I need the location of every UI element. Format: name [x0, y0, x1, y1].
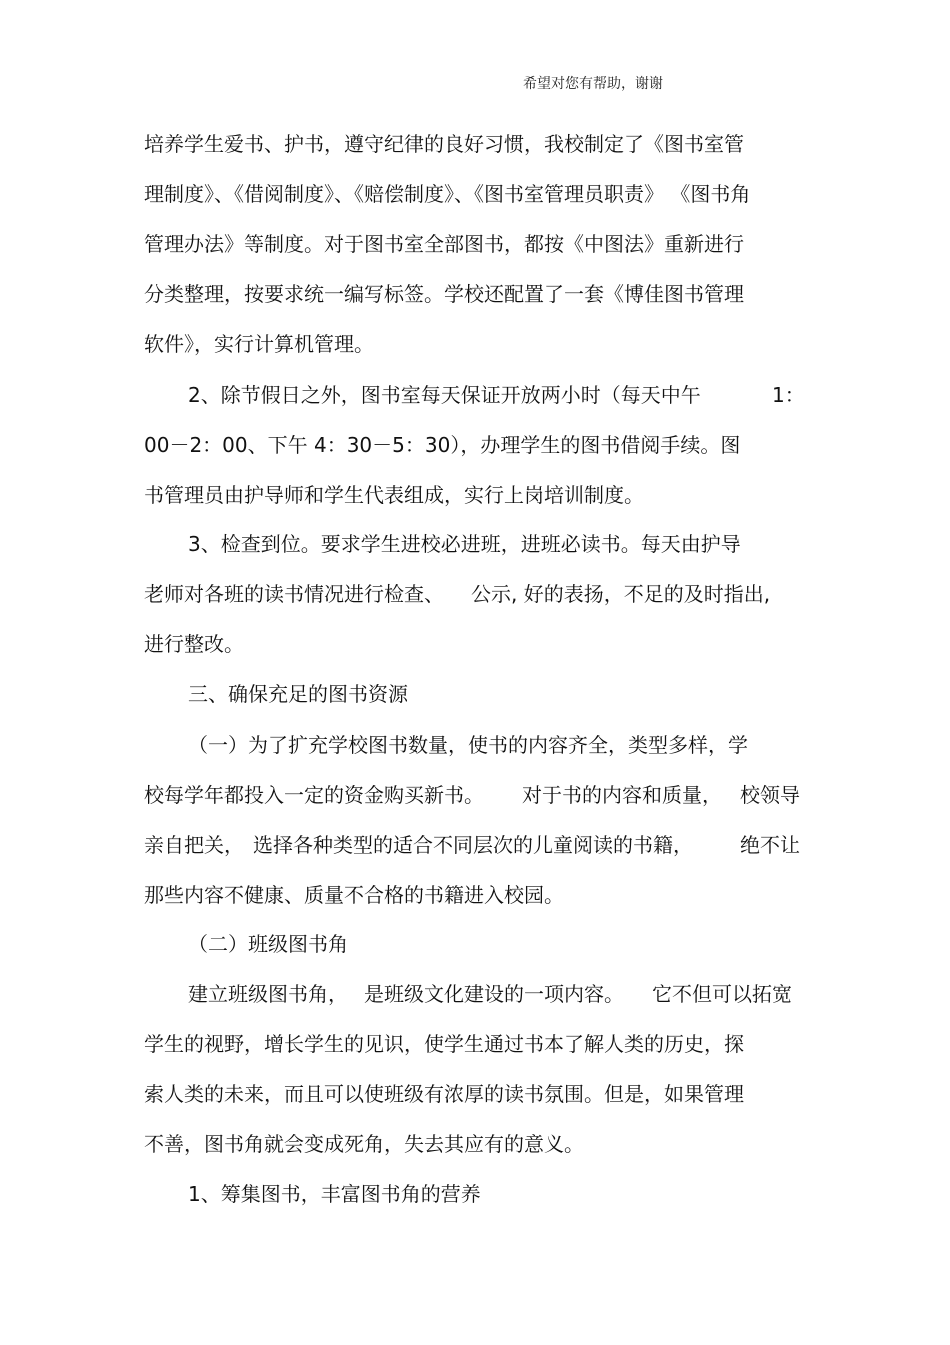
paragraph-line: 理制度》、《借阅制度》、《赔偿制度》、《图书室管理员职责》 《图书角 [144, 182, 751, 206]
paragraph-line-fragment: 公示, 好的表扬，不足的及时指出, [471, 582, 771, 606]
paragraph-line: 书管理员由护导师和学生代表组成，实行上岗培训制度。 [144, 483, 644, 507]
paragraph-line: （一）为了扩充学校图书数量，使书的内容齐全，类型多样，学 [188, 733, 748, 757]
page-header-note: 希望对您有帮助，谢谢 [523, 76, 663, 92]
paragraph-line: 不善，图书角就会变成死角，失去其应有的意义。 [144, 1132, 584, 1156]
section-heading: 三、确保充足的图书资源 [188, 682, 408, 706]
paragraph-line: 索人类的未来，而且可以使班级有浓厚的读书氛围。但是，如果管理 [144, 1082, 744, 1106]
paragraph-line: 00－2：00、下午 4：30－5：30），办理学生的图书借阅手续。图 [144, 433, 741, 457]
paragraph-line: 学生的视野，增长学生的见识，使学生通过书本了解人类的历史，探 [144, 1032, 744, 1056]
paragraph-line-fragment: 是班级文化建设的一项内容。 [364, 982, 624, 1006]
paragraph-line-fragment: 对于书的内容和质量， [522, 783, 722, 807]
paragraph-line-fragment: 校领导 [740, 783, 800, 807]
paragraph-line: 管理办法》等制度。对于图书室全部图书，都按《中图法》重新进行 [144, 232, 744, 256]
paragraph-line: 培养学生爱书、护书，遵守纪律的良好习惯，我校制定了《图书室管 [144, 132, 744, 156]
paragraph-line: 亲自把关， [144, 833, 244, 857]
subsection-heading: （二）班级图书角 [188, 932, 348, 956]
paragraph-line: 老师对各班的读书情况进行检查、 [144, 582, 444, 606]
paragraph-line: 进行整改。 [144, 632, 244, 656]
paragraph-line: 校每学年都投入一定的资金购买新书。 [144, 783, 484, 807]
paragraph-line-fragment: 1： [772, 383, 805, 407]
paragraph-line: 3、检查到位。要求学生进校必进班，进班必读书。每天由护导 [188, 532, 741, 556]
paragraph-line: 分类整理，按要求统一编写标签。学校还配置了一套《博佳图书管理 [144, 282, 744, 306]
paragraph-line: 建立班级图书角， [188, 982, 348, 1006]
paragraph-line-fragment: 它不但可以拓宽 [652, 982, 792, 1006]
paragraph-line-fragment: 选择各种类型的适合不同层次的儿童阅读的书籍， [253, 833, 693, 857]
paragraph-line-fragment: 绝不让 [740, 833, 800, 857]
paragraph-line: 2、除节假日之外，图书室每天保证开放两小时（每天中午 [188, 383, 701, 407]
paragraph-line: 1、筹集图书，丰富图书角的营养 [188, 1182, 481, 1206]
paragraph-line: 那些内容不健康、质量不合格的书籍进入校园。 [144, 883, 564, 907]
paragraph-line: 软件》，实行计算机管理。 [144, 332, 374, 356]
